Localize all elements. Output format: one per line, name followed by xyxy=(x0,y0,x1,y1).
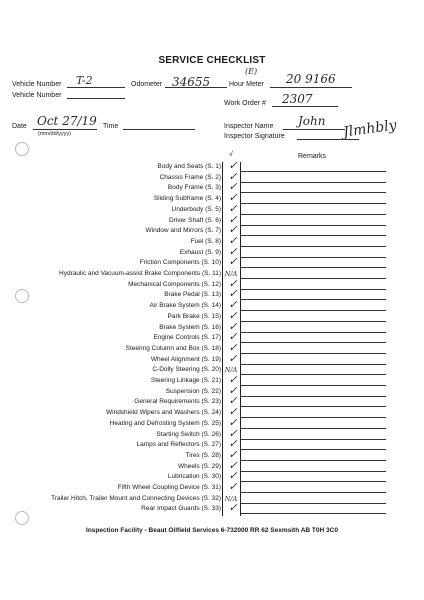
checklist-row xyxy=(0,212,424,227)
checklist-row xyxy=(0,426,424,441)
check-mark: ✓ xyxy=(228,426,238,440)
remarks-line xyxy=(241,513,386,514)
checklist-row xyxy=(0,233,424,248)
checklist-item-label: Underbody (S. 5) xyxy=(171,205,221,213)
checklist-row xyxy=(0,383,424,398)
hour-meter-value: 20 9166 xyxy=(286,72,336,86)
check-mark: ✓ xyxy=(228,244,238,258)
date-format-hint: (mm/dd/yyyy) xyxy=(38,131,71,137)
checklist-item-label: Air Brake System (S. 14) xyxy=(149,302,221,310)
check-mark: ✓ xyxy=(228,159,238,172)
checklist-item-label: Exhaust (S. 9) xyxy=(179,248,221,256)
checklist-item-label: Driver Shaft (S. 6) xyxy=(168,216,221,224)
inspection-facility-footer: Inspection Facility - Beaut Oilfield Services 6-732000 RR 62 Sexmsith AB T0H 3C0 xyxy=(86,527,338,534)
checklist-row xyxy=(0,244,424,259)
checklist-row xyxy=(0,351,424,366)
checklist-item-label: Friction Components (S. 10) xyxy=(139,259,221,267)
check-mark: ✓ xyxy=(228,437,238,451)
checklist-row xyxy=(0,447,424,462)
checklist-row xyxy=(0,276,424,291)
checklist-item-label: Starting Switch (S. 26) xyxy=(156,430,221,438)
date-value: Oct 27/19 xyxy=(37,114,97,128)
checklist-row xyxy=(0,269,424,280)
check-column-header: √ xyxy=(229,151,233,158)
inspector-signature: Jlmhbly xyxy=(342,117,398,141)
check-mark: ✓ xyxy=(228,383,238,397)
checklist-item-label: Wheels (S. 29) xyxy=(178,462,221,470)
checklist-row xyxy=(0,298,424,312)
check-mark: ✓ xyxy=(228,201,238,215)
checklist-row xyxy=(0,501,424,515)
date-label: Date xyxy=(12,123,27,130)
checklist-item-label: Body Frame (S. 3) xyxy=(167,184,221,192)
vehicle-number-line-2 xyxy=(67,98,125,99)
check-mark: ✓ xyxy=(228,255,238,269)
remarks-column-header: Remarks xyxy=(298,153,327,160)
checklist-item-label: Chassis Frame (S. 2) xyxy=(159,173,221,181)
checklist-row xyxy=(0,308,424,323)
check-mark: ✓ xyxy=(228,330,238,344)
checklist-row xyxy=(0,365,424,376)
checklist-item-label: Hydraulic and Vacuum-assist Brake Components (S. 11) xyxy=(59,270,221,277)
checklist-item-label: Tires (S. 28) xyxy=(185,451,221,459)
checklist-item-label: Mechanical Components (S. 12) xyxy=(128,280,221,288)
check-mark: ✓ xyxy=(228,373,238,386)
odometer-value: 34655 xyxy=(172,75,211,89)
checklist-row xyxy=(0,169,424,184)
checklist-row xyxy=(0,159,424,173)
check-mark: ✓ xyxy=(228,212,238,226)
checklist-item-label: Lubrication (S. 30) xyxy=(167,473,221,481)
checklist-row xyxy=(0,373,424,387)
check-mark: ✓ xyxy=(228,180,238,194)
hour-meter-note: (E) xyxy=(245,67,258,76)
checklist-row xyxy=(0,469,424,483)
check-mark: ✓ xyxy=(228,319,238,333)
date-line xyxy=(33,129,97,130)
checklist-row xyxy=(0,287,424,301)
check-mark: ✓ xyxy=(228,287,238,301)
inspector-name-value: John xyxy=(298,114,326,128)
checklist-item-label: Fuel (S. 8) xyxy=(190,237,221,245)
check-mark: ✓ xyxy=(228,169,238,183)
work-order-label: Work Order # xyxy=(224,100,266,107)
vehicle-number-line xyxy=(67,87,125,88)
check-mark: ✓ xyxy=(228,351,238,365)
document-title: SERVICE CHECKLIST xyxy=(158,55,266,66)
checklist-row xyxy=(0,319,424,334)
time-label: Time xyxy=(103,123,119,130)
check-mark: ✓ xyxy=(228,276,238,290)
checklist-item-label: Wheel Alignment (S. 19) xyxy=(150,355,221,363)
checklist-item-label: Steering Linkage (S. 21) xyxy=(150,377,221,384)
checklist-row xyxy=(0,458,424,473)
checklist-row xyxy=(0,180,424,194)
check-mark: ✓ xyxy=(228,458,238,472)
check-mark: ✓ xyxy=(228,480,238,493)
checklist-row xyxy=(0,223,424,237)
punch-hole xyxy=(15,142,29,156)
check-mark: ✓ xyxy=(228,469,238,483)
checklist-row xyxy=(0,415,424,430)
hour-meter-line xyxy=(270,87,352,88)
checklist-item-label: General Requirements (S. 23) xyxy=(134,398,221,406)
inspector-name-line xyxy=(283,129,345,130)
checklist-item-label: C-Dolly Steering (S. 20) xyxy=(152,366,221,374)
checklist-item-label: Body and Seats (S. 1) xyxy=(157,163,221,170)
check-mark: ✓ xyxy=(228,405,238,419)
check-mark: ✓ xyxy=(228,415,238,429)
checklist-item-label: Trailer Hitch, Trailer Mount and Connecting Devices (S. 32) xyxy=(51,494,221,502)
checklist-item-label: Sliding Subframe (S. 4) xyxy=(153,195,221,203)
check-mark: ✓ xyxy=(228,501,238,515)
checklist-item-label: Brake Pedal (S. 13) xyxy=(164,291,221,299)
checklist-row xyxy=(0,480,424,494)
checklist-item-label: Rear Impact Guards (S. 33) xyxy=(141,505,221,513)
work-order-line xyxy=(272,106,338,107)
odometer-label: Odometer xyxy=(131,81,163,88)
checklist-row xyxy=(0,340,424,355)
checklist-row xyxy=(0,255,424,269)
time-line xyxy=(123,129,195,130)
hour-meter-label: Hour Meter xyxy=(229,81,265,88)
check-mark: N/A xyxy=(224,270,238,278)
checklist-row xyxy=(0,405,424,419)
checklist-row xyxy=(0,437,424,451)
checklist-item-label: Windshield Wipers and Washers (S. 24) xyxy=(106,409,221,417)
checklist-item-label: Steering Column and Box (S. 18) xyxy=(125,344,221,352)
vehicle-number-value: T-2 xyxy=(76,74,93,87)
vehicle-number-label-2: Vehicle Number xyxy=(12,92,62,99)
work-order-value: 2307 xyxy=(282,92,313,106)
check-mark: ✓ xyxy=(228,298,238,312)
check-mark: ✓ xyxy=(228,394,238,408)
checklist-row xyxy=(0,494,424,505)
checklist-row xyxy=(0,394,424,408)
inspector-name-label: Inspector Name xyxy=(224,123,274,130)
checklist-row xyxy=(0,191,424,205)
checklist-item-label: Suspension (S. 22) xyxy=(165,387,221,395)
check-mark: ✓ xyxy=(228,233,238,247)
checklist-item-label: Window and Mirrors (S. 7) xyxy=(145,227,221,235)
inspector-signature-label: Inspector Signature xyxy=(224,133,285,140)
checklist-row xyxy=(0,201,424,216)
check-mark: ✓ xyxy=(228,223,238,237)
checklist-row xyxy=(0,330,424,344)
check-mark: ✓ xyxy=(228,447,238,461)
check-mark: ✓ xyxy=(228,340,238,354)
checklist-item-label: Lamps and Reflectors (S. 27) xyxy=(136,441,221,449)
check-mark: ✓ xyxy=(228,308,238,322)
check-mark: ✓ xyxy=(228,191,238,205)
checklist-item-label: Park Brake (S. 15) xyxy=(167,312,221,320)
checklist-item-label: Fifth Wheel Coupling Device (S. 31) xyxy=(117,484,221,491)
check-mark: N/A xyxy=(224,494,238,503)
check-mark: N/A xyxy=(224,366,238,375)
checklist-item-label: Engine Controls (S. 17) xyxy=(153,334,221,342)
vehicle-number-label: Vehicle Number xyxy=(12,81,62,88)
checklist-item-label: Brake System (S. 16) xyxy=(159,323,221,331)
checklist-item-label: Heating and Defrosting System (S. 25) xyxy=(109,419,221,427)
